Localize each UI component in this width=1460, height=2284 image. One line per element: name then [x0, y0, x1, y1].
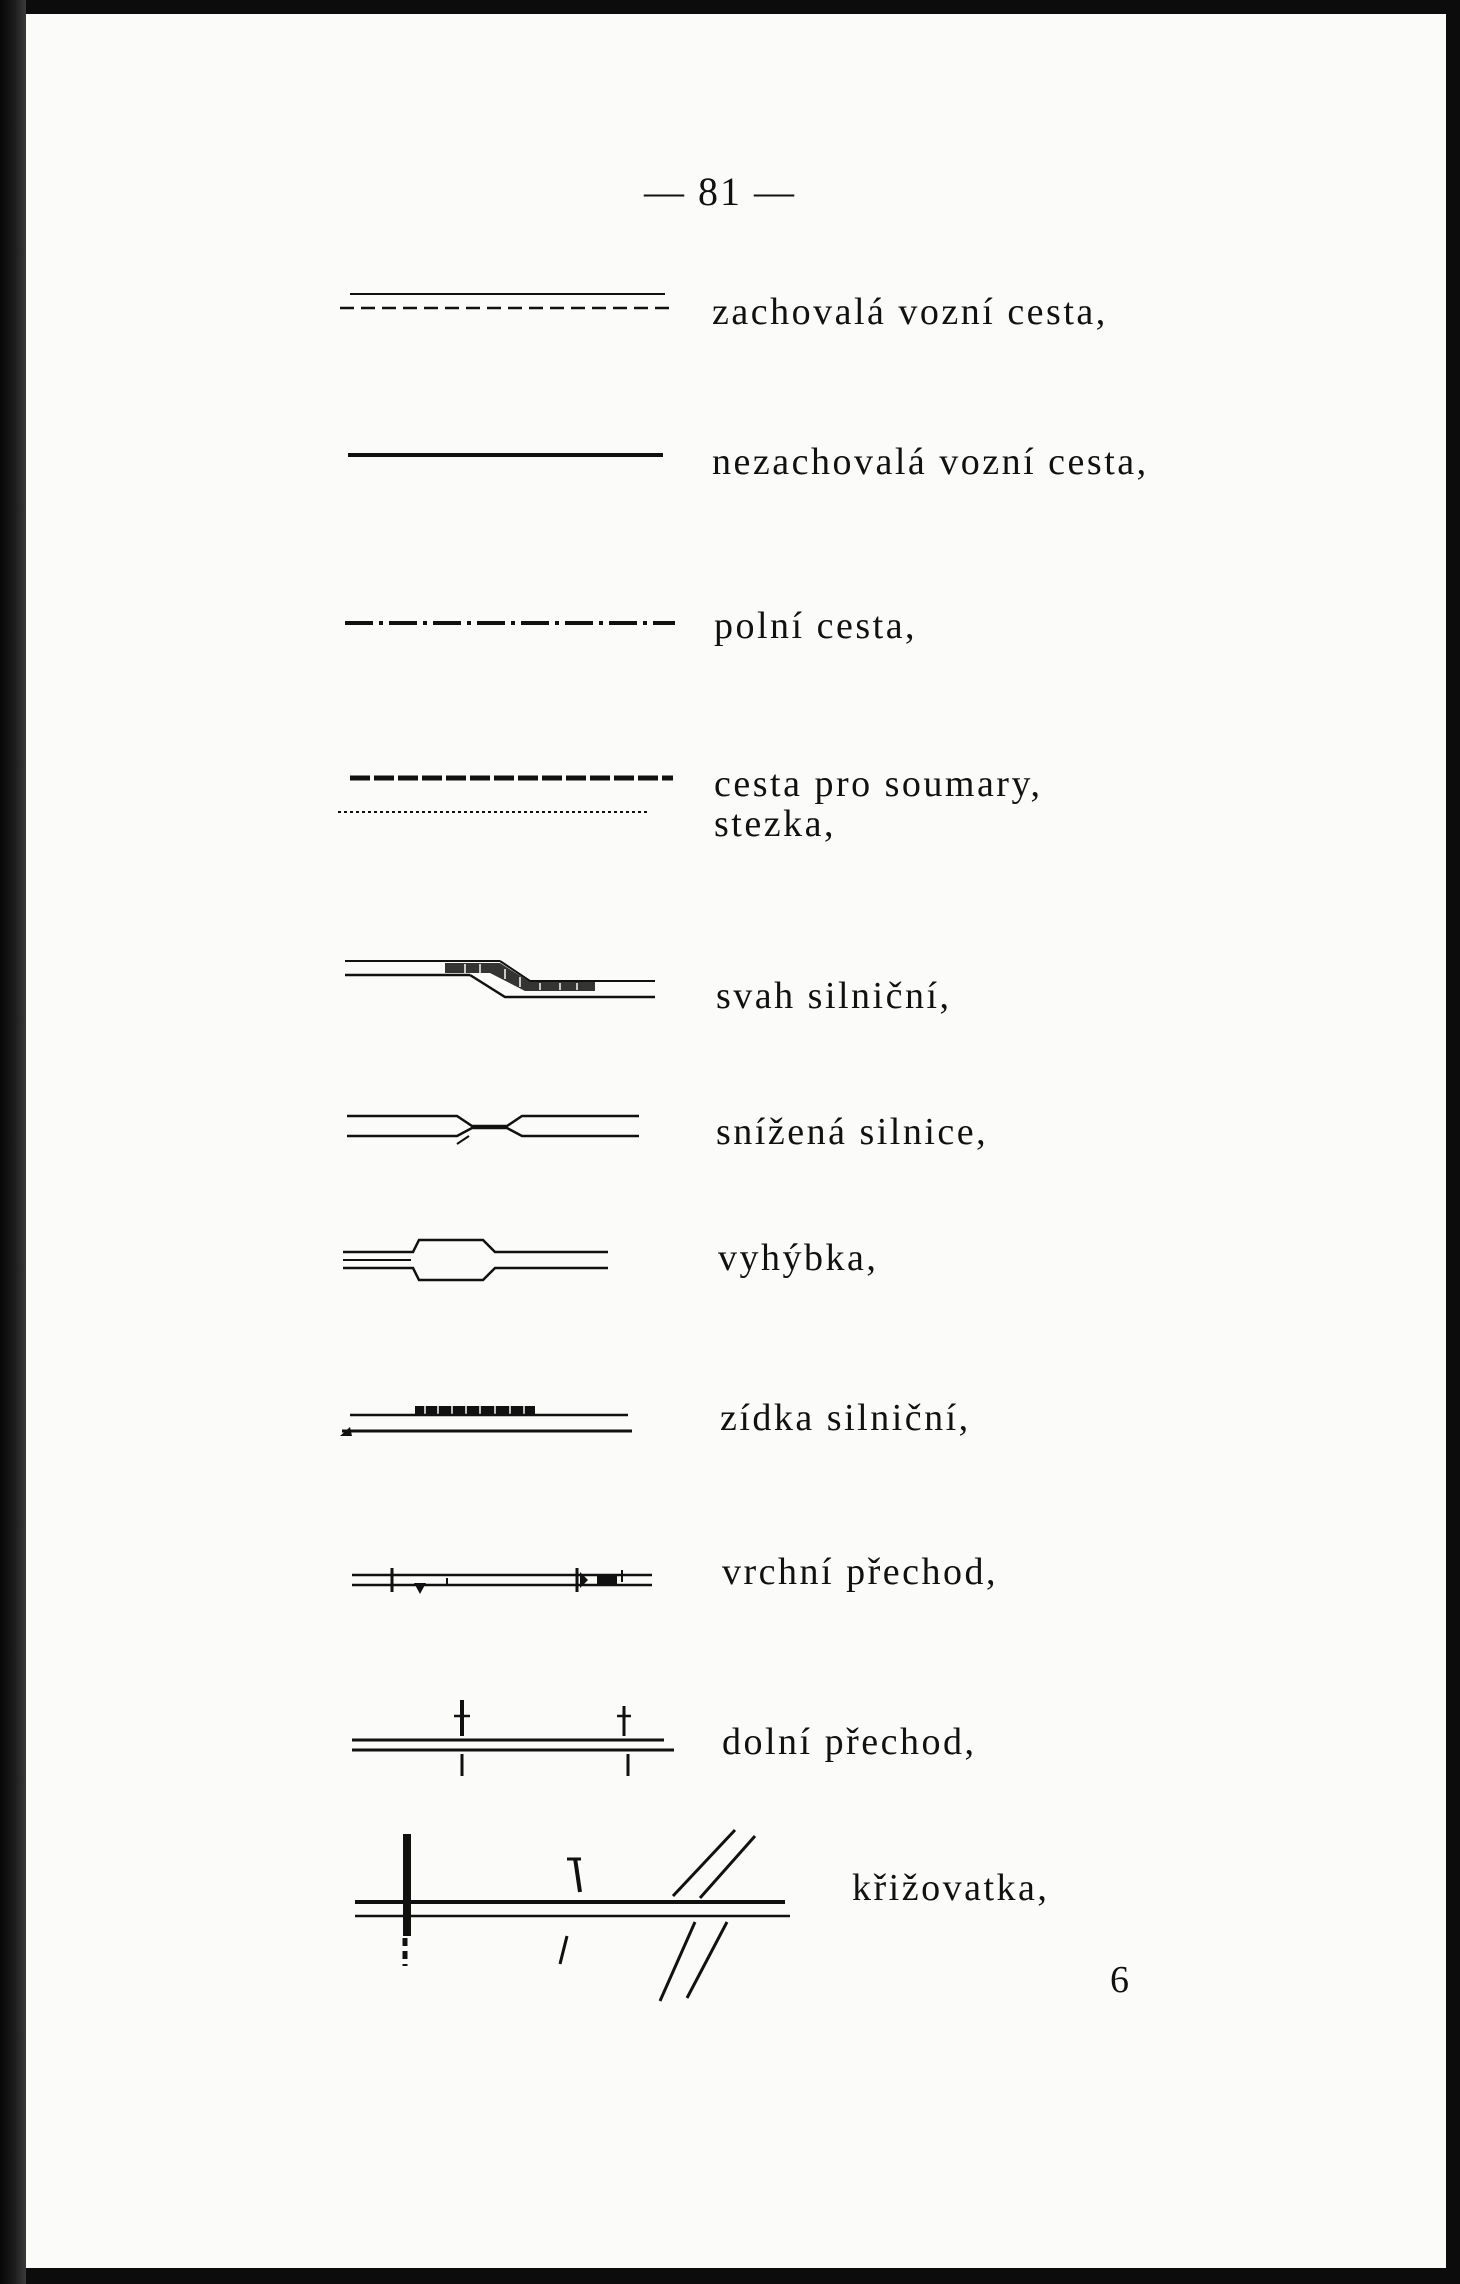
underpass-symbol: [352, 1698, 677, 1778]
legend-label: snížená silnice,: [716, 1111, 989, 1153]
sheet-signature: 6: [1110, 1959, 1129, 2001]
passing-bay-symbol: [343, 1234, 613, 1284]
legend-label: vrchní přechod,: [722, 1551, 998, 1593]
crossing-symbol: [355, 1826, 795, 2006]
legend-label: vyhýbka,: [718, 1237, 879, 1279]
embankment-symbol: [345, 955, 660, 1005]
legend-label-secondary: stezka,: [714, 803, 836, 845]
legend-label: křižovatka,: [852, 1867, 1050, 1909]
solid-line-symbol: [348, 450, 663, 460]
legend-label: cesta pro soumary,: [714, 763, 1043, 805]
lowered-road-symbol: [347, 1108, 642, 1148]
dashed-and-dotted-lines-symbol: [338, 770, 673, 820]
road-wall-symbol: [340, 1398, 640, 1438]
legend-label: svah silniční,: [716, 975, 952, 1017]
legend-label: zachovalá vozní cesta,: [712, 291, 1108, 333]
legend-label: zídka silniční,: [720, 1397, 971, 1439]
legend-label: polní cesta,: [714, 605, 918, 647]
overpass-symbol: [352, 1560, 657, 1600]
legend-label: nezachovalá vozní cesta,: [712, 441, 1149, 483]
page-number: — 81 —: [644, 169, 796, 214]
dash-dot-line-symbol: [345, 618, 675, 628]
dashed-double-line-symbol: [340, 290, 670, 314]
book-spine: [0, 0, 26, 2284]
legend-label: dolní přechod,: [722, 1721, 977, 1763]
